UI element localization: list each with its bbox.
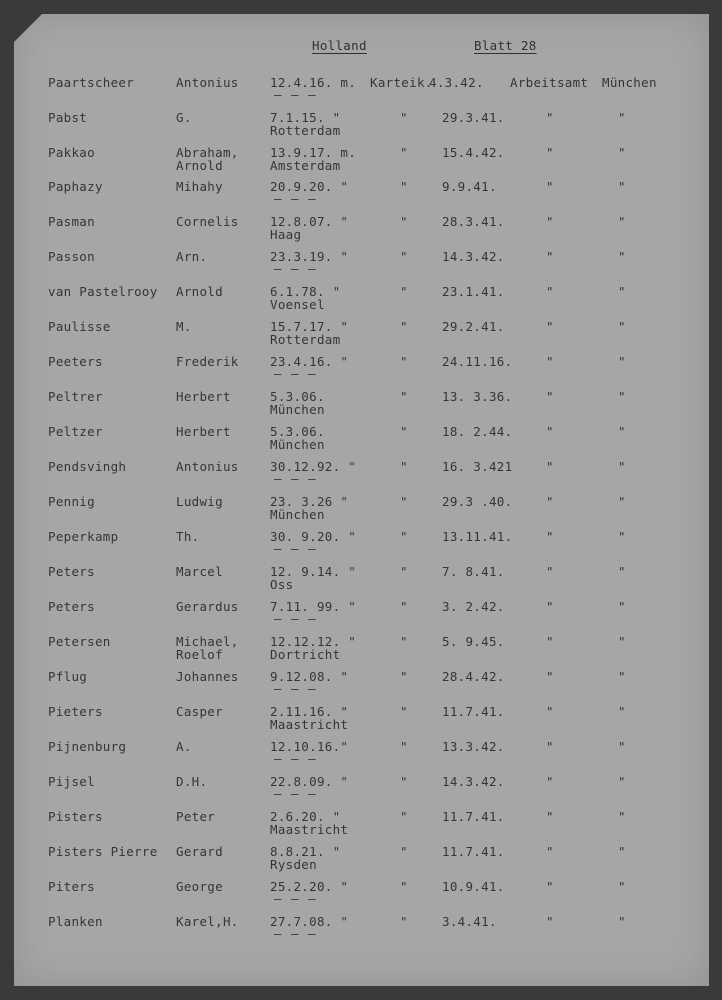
karteik-cell: "	[400, 599, 408, 614]
surname-cell: Pijsel	[48, 774, 95, 789]
dash-separator: ‒ ‒ ‒	[274, 926, 317, 941]
karteik-cell: "	[400, 110, 408, 125]
birth-date-cell	[270, 529, 357, 556]
table-row	[14, 390, 709, 424]
karteik-cell: "	[400, 459, 408, 474]
dash-separator: ‒ ‒ ‒	[274, 191, 317, 206]
given-name-cell	[176, 180, 223, 194]
city-cell: "	[618, 739, 626, 754]
given-name: Peter	[176, 809, 216, 824]
surname-cell: Planken	[48, 914, 103, 929]
birth-date-cell	[270, 179, 349, 206]
city-cell: "	[618, 844, 626, 859]
birth-date: 30.12.92. "	[270, 459, 357, 474]
surname-cell: van Pastelrooy	[48, 284, 158, 299]
birth-date: 23. 3.26 "	[270, 494, 349, 509]
karteik-cell: "	[400, 704, 408, 719]
registered-date-cell: 9.9.41.	[442, 179, 497, 194]
city-cell: "	[618, 145, 626, 160]
given-name: Herbert	[176, 424, 231, 439]
given-name-cell	[176, 390, 231, 404]
birth-date-cell	[270, 669, 349, 696]
karteik-cell: "	[400, 424, 408, 439]
given-name: Marcel	[176, 564, 223, 579]
city-cell: "	[618, 354, 626, 369]
given-name: Gerard	[176, 844, 223, 859]
city-cell: "	[618, 879, 626, 894]
registered-date-cell: 13.11.41.	[442, 529, 513, 544]
karteik-cell: "	[400, 529, 408, 544]
given-name-cell	[176, 565, 223, 579]
birth-date-cell	[270, 634, 357, 662]
birth-date: 12.8.07. "	[270, 214, 349, 229]
surname-cell: Peltzer	[48, 424, 103, 439]
birth-date: 20.9.20. "	[270, 179, 349, 194]
given-name-cell	[176, 495, 223, 509]
birth-place: Dortricht	[270, 647, 341, 662]
registered-date-cell: 14.3.42.	[442, 249, 505, 264]
birth-date: 15.7.17. "	[270, 319, 349, 334]
given-name-cell	[176, 670, 239, 684]
birth-date-cell	[270, 319, 349, 347]
birth-date: 2.6.20. "	[270, 809, 341, 824]
surname-cell: Pakkao	[48, 145, 95, 160]
dash-separator: ‒ ‒ ‒	[274, 366, 317, 381]
given-name-cell	[176, 845, 223, 859]
birth-date-cell	[270, 739, 349, 766]
karteik-cell: "	[400, 145, 408, 160]
office-cell: "	[546, 145, 554, 160]
given-name-second-line: Arnold	[176, 158, 223, 173]
surname-cell: Peeters	[48, 354, 103, 369]
birth-place: Rysden	[270, 857, 317, 872]
table-row	[14, 111, 709, 145]
registered-date-cell: 15.4.42.	[442, 145, 505, 160]
surname-cell: Pendsvingh	[48, 459, 127, 474]
city-cell: "	[618, 634, 626, 649]
city-cell: "	[618, 249, 626, 264]
table-row	[14, 775, 709, 809]
birth-date-cell	[270, 389, 325, 417]
given-name-cell	[176, 810, 215, 824]
registered-date-cell: 29.2.41.	[442, 319, 505, 334]
birth-date: 12. 9.14. "	[270, 564, 357, 579]
given-name: Karel,H.	[176, 914, 239, 929]
birth-date-cell	[270, 459, 357, 486]
city-cell: "	[618, 459, 626, 474]
city-cell: "	[618, 774, 626, 789]
surname-cell: Paphazy	[48, 179, 103, 194]
city-cell: "	[618, 389, 626, 404]
given-name-cell	[176, 705, 223, 719]
city-cell: "	[618, 599, 626, 614]
folded-corner	[14, 14, 42, 42]
karteik-cell: "	[400, 319, 408, 334]
birth-place: München	[270, 437, 325, 452]
office-cell: "	[546, 809, 554, 824]
registered-date-cell: 7. 8.41.	[442, 564, 505, 579]
birth-date-cell	[270, 214, 349, 242]
given-name: Mihahy	[176, 179, 223, 194]
office-cell: "	[546, 844, 554, 859]
surname-cell: Petersen	[48, 634, 111, 649]
birth-date-cell	[270, 249, 349, 276]
office-cell: "	[546, 529, 554, 544]
given-name: Cornelis	[176, 214, 239, 229]
given-name-cell	[176, 76, 239, 90]
registered-date-cell: 23.1.41.	[442, 284, 505, 299]
birth-date-cell	[270, 110, 341, 138]
surname-cell: Pisters	[48, 809, 103, 824]
office-cell: "	[546, 564, 554, 579]
surname-cell: Piters	[48, 879, 95, 894]
city-cell: München	[602, 75, 657, 90]
header-sheet-number: Blatt 28	[474, 38, 537, 53]
table-row	[14, 320, 709, 354]
table-row	[14, 845, 709, 879]
given-name-cell	[176, 775, 207, 789]
office-cell: "	[546, 494, 554, 509]
dash-separator: ‒ ‒ ‒	[274, 751, 317, 766]
table-row	[14, 635, 709, 669]
registered-date-cell: 13. 3.36.	[442, 389, 513, 404]
table-row	[14, 495, 709, 529]
surname-cell: Peters	[48, 564, 95, 579]
birth-date: 7.11. 99. "	[270, 599, 357, 614]
table-row	[14, 180, 709, 214]
office-cell: "	[546, 669, 554, 684]
given-name: D.H.	[176, 774, 208, 789]
table-row	[14, 915, 709, 949]
birth-date-cell	[270, 879, 349, 906]
given-name: Frederik	[176, 354, 239, 369]
birth-date-cell	[270, 75, 357, 102]
given-name-cell	[176, 320, 192, 334]
given-name: Arn.	[176, 249, 208, 264]
table-row	[14, 810, 709, 844]
office-cell: "	[546, 214, 554, 229]
registered-date-cell: 10.9.41.	[442, 879, 505, 894]
given-name-cell	[176, 145, 239, 173]
karteik-cell: Karteik.	[370, 75, 433, 90]
birth-date-cell	[270, 284, 341, 312]
karteik-cell: "	[400, 354, 408, 369]
birth-date: 23.3.19. "	[270, 249, 349, 264]
registered-date-cell: 14.3.42.	[442, 774, 505, 789]
karteik-cell: "	[400, 739, 408, 754]
karteik-cell: "	[400, 914, 408, 929]
surname-cell: Peltrer	[48, 389, 103, 404]
given-name: Gerardus	[176, 599, 239, 614]
registered-date-cell: 11.7.41.	[442, 844, 505, 859]
birth-place: Rotterdam	[270, 123, 341, 138]
registered-date-cell: 24.11.16.	[442, 354, 513, 369]
city-cell: "	[618, 319, 626, 334]
given-name-second-line: Roelof	[176, 647, 223, 662]
surname-cell: Peters	[48, 599, 95, 614]
table-row	[14, 565, 709, 599]
dash-separator: ‒ ‒ ‒	[274, 541, 317, 556]
dash-separator: ‒ ‒ ‒	[274, 786, 317, 801]
birth-date: 12.12.12. "	[270, 634, 357, 649]
birth-date: 6.1.78. "	[270, 284, 341, 299]
dash-separator: ‒ ‒ ‒	[274, 261, 317, 276]
office-cell: "	[546, 879, 554, 894]
registered-date-cell: 3. 2.42.	[442, 599, 505, 614]
registered-date-cell: 13.3.42.	[442, 739, 505, 754]
header-country: Holland	[312, 38, 367, 53]
city-cell: "	[618, 110, 626, 125]
city-cell: "	[618, 529, 626, 544]
table-row	[14, 530, 709, 564]
birth-date: 12.4.16. m.	[270, 75, 357, 90]
given-name-cell	[176, 634, 239, 662]
birth-date: 9.12.08. "	[270, 669, 349, 684]
table-row	[14, 600, 709, 634]
table-row	[14, 880, 709, 914]
birth-date-cell	[270, 494, 349, 522]
surname-cell: Pisters Pierre	[48, 844, 158, 859]
dash-separator: ‒ ‒ ‒	[274, 87, 317, 102]
office-cell: "	[546, 249, 554, 264]
table-row	[14, 285, 709, 319]
birth-date: 5.3.06.	[270, 389, 325, 404]
surname-cell: Pabst	[48, 110, 88, 125]
given-name: Casper	[176, 704, 223, 719]
given-name-cell	[176, 600, 239, 614]
birth-place: Maastricht	[270, 717, 349, 732]
registered-date-cell: 11.7.41.	[442, 809, 505, 824]
dash-separator: ‒ ‒ ‒	[274, 891, 317, 906]
given-name: Ludwig	[176, 494, 223, 509]
birth-place: Maastricht	[270, 822, 349, 837]
given-name: Michael,	[176, 634, 239, 649]
birth-date: 30. 9.20. "	[270, 529, 357, 544]
table-row	[14, 740, 709, 774]
city-cell: "	[618, 914, 626, 929]
office-cell: "	[546, 179, 554, 194]
table-row	[14, 355, 709, 389]
given-name: Antonius	[176, 459, 239, 474]
surname-cell: Pflug	[48, 669, 88, 684]
given-name-cell	[176, 530, 199, 544]
given-name-cell	[176, 111, 192, 125]
given-name-cell	[176, 355, 239, 369]
birth-date: 7.1.15. "	[270, 110, 341, 125]
given-name-cell	[176, 915, 239, 929]
city-cell: "	[618, 179, 626, 194]
birth-date: 25.2.20. "	[270, 879, 349, 894]
birth-date-cell	[270, 354, 349, 381]
birth-date-cell	[270, 844, 341, 872]
surname-cell: Pijnenburg	[48, 739, 127, 754]
birth-place: München	[270, 507, 325, 522]
registered-date-cell: 3.4.41.	[442, 914, 497, 929]
dash-separator: ‒ ‒ ‒	[274, 611, 317, 626]
office-cell: "	[546, 110, 554, 125]
office-cell: "	[546, 599, 554, 614]
birth-date: 8.8.21. "	[270, 844, 341, 859]
birth-date-cell	[270, 809, 349, 837]
registered-date-cell: 5. 9.45.	[442, 634, 505, 649]
city-cell: "	[618, 284, 626, 299]
birth-date: 13.9.17. m.	[270, 145, 357, 160]
birth-place: München	[270, 402, 325, 417]
city-cell: "	[618, 809, 626, 824]
given-name: Abraham,	[176, 145, 239, 160]
karteik-cell: "	[400, 179, 408, 194]
birth-date: 22.8.09. "	[270, 774, 349, 789]
city-cell: "	[618, 704, 626, 719]
given-name-cell	[176, 425, 231, 439]
city-cell: "	[618, 214, 626, 229]
registered-date-cell: 28.4.42.	[442, 669, 505, 684]
karteik-cell: "	[400, 809, 408, 824]
karteik-cell: "	[400, 669, 408, 684]
city-cell: "	[618, 494, 626, 509]
surname-cell: Paartscheer	[48, 75, 135, 90]
birth-date-cell	[270, 599, 357, 626]
office-cell: "	[546, 459, 554, 474]
dash-separator: ‒ ‒ ‒	[274, 681, 317, 696]
table-row	[14, 670, 709, 704]
surname-cell: Paulisse	[48, 319, 111, 334]
office-cell: "	[546, 914, 554, 929]
office-cell: "	[546, 739, 554, 754]
surname-cell: Pieters	[48, 704, 103, 719]
birth-date: 2.11.16. "	[270, 704, 349, 719]
office-cell: "	[546, 389, 554, 404]
table-row	[14, 425, 709, 459]
given-name: Arnold	[176, 284, 223, 299]
given-name: Th.	[176, 529, 200, 544]
document-page	[14, 14, 709, 986]
given-name: A.	[176, 739, 192, 754]
karteik-cell: "	[400, 494, 408, 509]
karteik-cell: "	[400, 844, 408, 859]
given-name-cell	[176, 215, 239, 229]
table-row	[14, 250, 709, 284]
karteik-cell: "	[400, 389, 408, 404]
given-name-cell	[176, 250, 207, 264]
karteik-cell: "	[400, 249, 408, 264]
karteik-cell: "	[400, 284, 408, 299]
registered-date-cell: 18. 2.44.	[442, 424, 513, 439]
given-name-cell	[176, 460, 239, 474]
office-cell: "	[546, 634, 554, 649]
registered-date-cell: 29.3 .40.	[442, 494, 513, 509]
table-row	[14, 460, 709, 494]
office-cell: "	[546, 704, 554, 719]
office-cell: "	[546, 284, 554, 299]
table-row	[14, 215, 709, 249]
surname-cell: Passon	[48, 249, 95, 264]
given-name: M.	[176, 319, 192, 334]
given-name: Johannes	[176, 669, 239, 684]
office-cell: Arbeitsamt	[510, 75, 589, 90]
office-cell: "	[546, 774, 554, 789]
birth-date-cell	[270, 564, 357, 592]
birth-date: 23.4.16. "	[270, 354, 349, 369]
birth-date-cell	[270, 424, 325, 452]
city-cell: "	[618, 424, 626, 439]
birth-place: Rotterdam	[270, 332, 341, 347]
karteik-cell: "	[400, 774, 408, 789]
given-name: Herbert	[176, 389, 231, 404]
surname-cell: Pennig	[48, 494, 95, 509]
given-name: Antonius	[176, 75, 239, 90]
karteik-cell: "	[400, 879, 408, 894]
birth-date: 27.7.08. "	[270, 914, 349, 929]
birth-place: Haag	[270, 227, 302, 242]
registered-date-cell: 16. 3.421	[442, 459, 513, 474]
birth-date: 12.10.16."	[270, 739, 349, 754]
karteik-cell: "	[400, 214, 408, 229]
karteik-cell: "	[400, 634, 408, 649]
registered-date-cell: 4.3.42.	[429, 75, 484, 90]
table-row	[14, 705, 709, 739]
surname-cell: Peperkamp	[48, 529, 119, 544]
city-cell: "	[618, 564, 626, 579]
birth-date: 5.3.06.	[270, 424, 325, 439]
given-name-cell	[176, 740, 192, 754]
registered-date-cell: 11.7.41.	[442, 704, 505, 719]
table-row	[14, 146, 709, 180]
given-name-cell	[176, 285, 223, 299]
birth-place: Oss	[270, 577, 294, 592]
office-cell: "	[546, 354, 554, 369]
office-cell: "	[546, 319, 554, 334]
surname-cell: Pasman	[48, 214, 95, 229]
birth-date-cell	[270, 914, 349, 941]
registered-date-cell: 29.3.41.	[442, 110, 505, 125]
given-name-cell	[176, 880, 223, 894]
given-name: George	[176, 879, 223, 894]
karteik-cell: "	[400, 564, 408, 579]
registered-date-cell: 28.3.41.	[442, 214, 505, 229]
birth-place: Voensel	[270, 297, 325, 312]
birth-place: Amsterdam	[270, 158, 341, 173]
given-name: G.	[176, 110, 192, 125]
birth-date-cell	[270, 774, 349, 801]
office-cell: "	[546, 424, 554, 439]
city-cell: "	[618, 669, 626, 684]
dash-separator: ‒ ‒ ‒	[274, 471, 317, 486]
birth-date-cell	[270, 704, 349, 732]
table-row	[14, 76, 709, 110]
birth-date-cell	[270, 145, 357, 173]
